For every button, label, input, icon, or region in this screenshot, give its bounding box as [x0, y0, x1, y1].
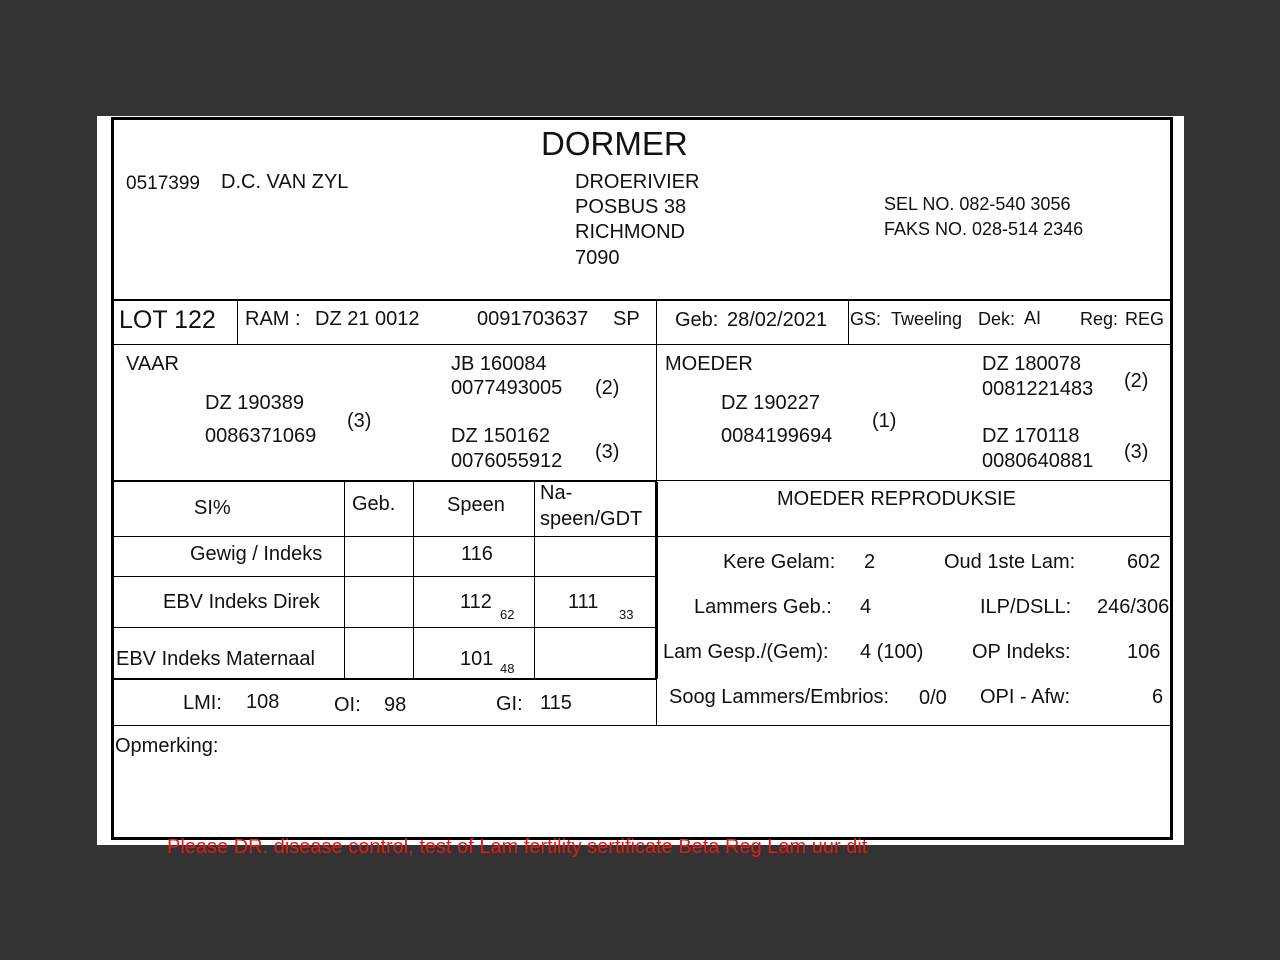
row-direk-label: EBV Indeks Direk [163, 591, 320, 613]
lammers-label: Lammers Geb.: [694, 596, 832, 618]
sire-id: DZ 190389 [205, 392, 304, 414]
dam-sire-id: DZ 180078 [982, 353, 1081, 375]
rule-si-col2 [413, 482, 414, 679]
border-top [111, 117, 1173, 120]
row-direk-naspeen-sub: 33 [619, 607, 634, 622]
ram-label: RAM : [245, 308, 301, 330]
rule-pedigree-left [111, 480, 657, 482]
geb-header: Geb. [352, 493, 396, 515]
row-direk-naspeen: 111 [568, 591, 599, 613]
dam-dam-reg: 0080640881 [982, 450, 1094, 472]
row-maternaal-speen: 101 [460, 648, 494, 670]
oud-value: 602 [1127, 551, 1161, 573]
oud-label: Oud 1ste Lam: [944, 551, 1076, 573]
address-line-3: RICHMOND [575, 221, 685, 243]
rule-si-header-right [657, 536, 1173, 537]
dek-value: AI [1024, 308, 1042, 328]
sire-sire-reg: 0077493005 [451, 377, 563, 399]
kere-label: Kere Gelam: [723, 551, 836, 573]
sire-dam-grade: (3) [595, 441, 620, 463]
ram-grade: SP [613, 308, 640, 330]
vaar-label: VAAR [126, 353, 179, 375]
lot-card [97, 116, 1184, 858]
sire-sire-grade: (2) [595, 377, 620, 399]
dam-dam-grade: (3) [1124, 441, 1149, 463]
fax-number: FAKS NO. 028-514 2346 [884, 219, 1084, 239]
ram-id: DZ 21 0012 [315, 308, 420, 330]
rule-geb-split [848, 299, 849, 344]
gs-label: GS: [850, 309, 882, 329]
naspeen-header-2: speen/GDT [540, 508, 643, 530]
sire-dam-reg: 0076055912 [451, 450, 563, 472]
speen-header: Speen [447, 494, 505, 516]
moeder-label: MOEDER [665, 353, 753, 375]
sire-reg: 0086371069 [205, 425, 317, 447]
gi-label: GI: [496, 693, 523, 715]
ilp-label: ILP/DSLL: [980, 596, 1072, 618]
rule-lot [111, 344, 1173, 345]
lmi-label: LMI: [183, 692, 222, 714]
ram-reg: 0091703637 [477, 308, 589, 330]
address-line-1: DROERIVIER [575, 171, 700, 193]
cell-number: SEL NO. 082-540 3056 [884, 194, 1071, 214]
rule-si-row2 [111, 627, 657, 628]
row-gewig-label: Gewig / Indeks [190, 543, 323, 565]
op-label: OP Indeks: [972, 641, 1071, 663]
reg-value: REG [1125, 309, 1165, 329]
rule-indices [111, 725, 1173, 726]
footer-note: Please DR. disease control, test of Lam fertility sertificate Beta Reg Lam uur dit [167, 836, 868, 858]
dam-dam-id: DZ 170118 [982, 425, 1080, 447]
border-left [111, 117, 114, 839]
opi-label: OPI - Afw: [980, 686, 1071, 708]
address-line-2: POSBUS 38 [575, 196, 687, 218]
rule-si-row3 [111, 678, 657, 680]
address-line-4: 7090 [575, 247, 620, 269]
ilp-value: 246/306 [1097, 596, 1170, 618]
soog-label: Soog Lammers/Embrios: [669, 686, 890, 708]
naspeen-header-1: Na- [540, 482, 573, 504]
oi-value: 98 [384, 694, 407, 716]
rule-header [111, 299, 1173, 301]
opi-value: 6 [1152, 686, 1164, 708]
lammers-value: 4 [860, 596, 872, 618]
oi-label: OI: [334, 694, 361, 716]
gesp-value: 4 (100) [860, 641, 924, 663]
rule-si-header-left [111, 536, 657, 537]
lot-number: LOT 122 [119, 306, 216, 334]
gesp-label: Lam Gesp./(Gem): [663, 641, 829, 663]
kere-value: 2 [864, 551, 876, 573]
rule-si-right [655, 482, 658, 679]
gs-value: Tweeling [891, 309, 963, 329]
remarks-label: Opmerking: [115, 735, 219, 757]
rule-lot-split [237, 299, 238, 344]
si-header: SI% [194, 497, 231, 519]
row-maternaal-speen-sub: 48 [500, 661, 515, 676]
rule-si-row1 [111, 576, 657, 577]
sire-grade: (3) [347, 410, 372, 432]
dam-sire-reg: 0081221483 [982, 378, 1094, 400]
reg-label: Reg: [1080, 309, 1119, 329]
rule-pedigree-right [657, 480, 1173, 481]
dek-label: Dek: [978, 309, 1016, 329]
row-direk-speen-sub: 62 [500, 607, 515, 622]
birth-date: 28/02/2021 [727, 309, 828, 331]
reproduction-title: MOEDER REPRODUKSIE [777, 488, 1016, 510]
soog-value: 0/0 [919, 687, 947, 709]
dam-reg: 0084199694 [721, 425, 833, 447]
dam-grade: (1) [872, 410, 897, 432]
op-value: 106 [1127, 641, 1161, 663]
lmi-value: 108 [246, 691, 280, 713]
breeder-number: 0517399 [126, 173, 200, 194]
row-maternaal-label: EBV Indeks Maternaal [116, 648, 315, 670]
dam-sire-grade: (2) [1124, 370, 1149, 392]
sire-dam-id: DZ 150162 [451, 425, 550, 447]
breeder-name: D.C. VAN ZYL [221, 171, 349, 193]
rule-si-col1 [344, 482, 345, 679]
row-gewig-speen: 116 [461, 543, 493, 565]
row-direk-speen: 112 [460, 591, 492, 613]
birth-label: Geb: [675, 309, 719, 331]
gi-value: 115 [540, 692, 572, 714]
border-right [1170, 117, 1173, 839]
sire-sire-id: JB 160084 [451, 353, 547, 375]
breed-title: DORMER [541, 125, 688, 162]
rule-si-col3 [534, 482, 535, 679]
dam-id: DZ 190227 [721, 392, 820, 414]
